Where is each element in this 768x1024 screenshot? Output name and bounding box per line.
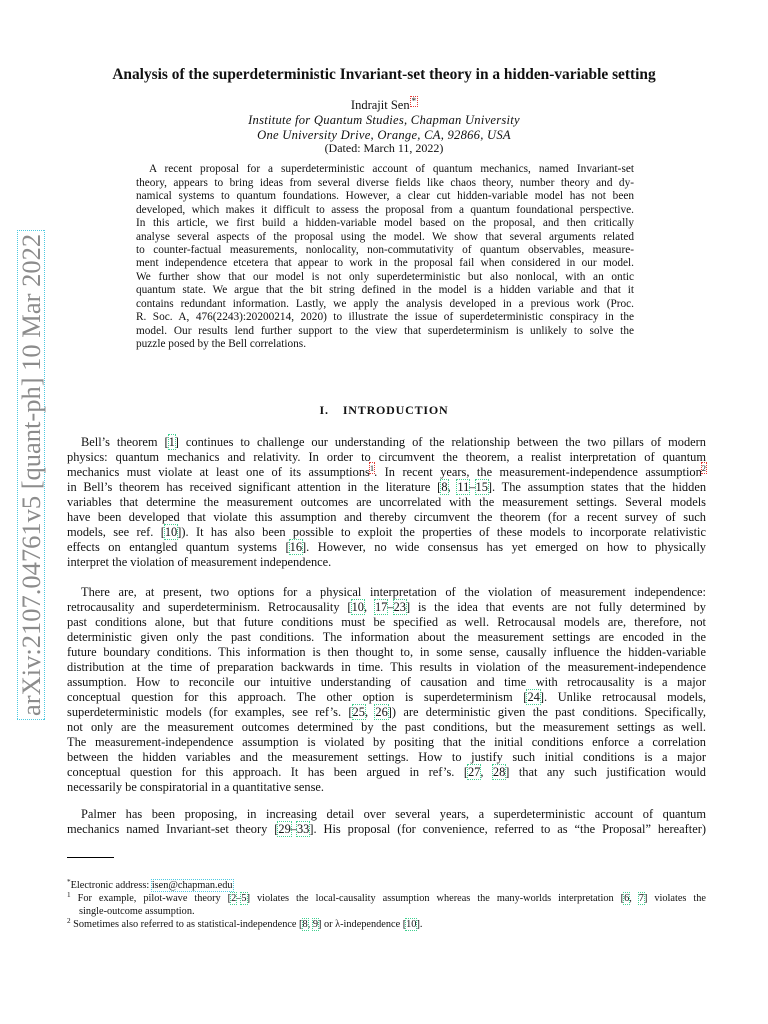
text-run: variables that determine the measurement outcomes are uncorrelated with the measurement settings. Several models	[67, 494, 706, 509]
line-content	[136, 311, 634, 323]
affiliation	[0, 113, 768, 142]
abstract-line	[136, 231, 634, 244]
section-heading	[0, 402, 768, 418]
abstract-line	[136, 204, 634, 217]
citation-link[interactable]: 11	[457, 479, 470, 494]
paragraph-line	[67, 555, 706, 570]
citation-link[interactable]: 25	[352, 704, 365, 719]
line-content	[81, 807, 706, 821]
paragraph-line	[67, 510, 706, 525]
intro-paragraph	[67, 435, 706, 570]
line-content	[67, 720, 706, 734]
footnote-line	[67, 892, 706, 905]
text-run: ].	[416, 918, 423, 930]
citation-link[interactable]: 8	[302, 918, 308, 930]
paragraph-line	[67, 807, 706, 822]
text-run: –	[387, 599, 394, 614]
paragraph-line	[67, 630, 706, 645]
text-run: ,	[307, 918, 313, 930]
line-content	[136, 257, 634, 269]
citation-link[interactable]: 23	[393, 599, 406, 614]
citation-link[interactable]: 9	[312, 918, 318, 930]
paragraph-line	[67, 480, 706, 495]
paragraph-line	[67, 822, 706, 837]
intro-paragraph	[67, 807, 706, 837]
abstract-line	[136, 284, 634, 297]
abstract-line	[136, 244, 634, 257]
line-content	[81, 435, 706, 449]
citation-link[interactable]: 15	[475, 479, 488, 494]
text-run: mechanics named Invariant-set theory [	[67, 821, 279, 836]
line-content	[67, 675, 706, 689]
text-run: ] continues to challenge our understanding of the relationship between the two pillars of modern	[174, 434, 706, 449]
affiliation-institute: Institute for Quantum Studies, Chapman University	[248, 113, 520, 127]
line-content	[136, 204, 634, 216]
text-run: Bell’s theorem [	[81, 434, 169, 449]
text-run: models, see ref. [	[67, 524, 165, 539]
line-content	[136, 217, 634, 229]
paragraph-line	[67, 645, 706, 660]
paragraph-line	[67, 675, 706, 690]
line-content	[136, 271, 634, 283]
line-content	[67, 880, 233, 891]
text-run: conceptual question for this approach. It has been argued in ref’s. [	[67, 764, 468, 779]
abstract-line	[136, 311, 634, 324]
author-name: Indrajit Sen	[350, 98, 410, 112]
citation-link[interactable]: 17	[374, 599, 388, 614]
footnote-separator	[67, 857, 114, 858]
abstract-line	[136, 271, 634, 284]
text-run: ]). It has also been possible to exploit the properties of these models to incorporate relativistic	[177, 524, 707, 539]
citation-link[interactable]: 8	[441, 479, 448, 494]
affiliation-address: One University Drive, Orange, CA, 92866, USA	[257, 127, 511, 142]
paragraph-line	[67, 585, 706, 600]
text-run: –	[290, 821, 297, 836]
text-run: ,	[447, 479, 458, 494]
text-run: interpret the violation of measurement independence.	[67, 554, 332, 569]
abstract-line	[136, 177, 634, 190]
line-content	[67, 645, 706, 659]
line-content	[136, 325, 634, 337]
intro-paragraph	[67, 585, 706, 795]
text-run: A recent proposal for a superdeterministic account of quantum mechanics, named Invariant-set	[149, 163, 634, 176]
line-content	[67, 780, 324, 794]
text-run: ] or λ-independence [	[317, 918, 407, 930]
line-content	[136, 190, 634, 202]
text-run: The measurement-independence assumption is violated by positing that the initial conditions enforce a correlation	[67, 734, 706, 749]
text-run: puzzle posed by the Bell correlations.	[136, 338, 307, 351]
abstract-line	[136, 257, 634, 270]
author-footnote-link[interactable]: *	[411, 96, 417, 106]
text-run: quantum state. We argue that the bit string defined in the model is a hidden variable and that it	[136, 284, 634, 297]
text-run: –	[236, 892, 242, 904]
abstract-line	[136, 338, 634, 351]
abstract-line	[136, 325, 634, 338]
text-run: There are, at present, two options for a physical interpretation of the violation of measurement independence:	[81, 584, 706, 599]
text-run: to counter-factual measurements, nonlocality, non-commutativity of quantum observables, measure-	[136, 244, 634, 257]
text-run: between the hidden variables and the measurement settings. How to justify such initial conditions is a major	[67, 749, 706, 764]
paragraph-line	[67, 705, 706, 720]
text-run: analyse several aspects of the proposal using the model. We show that several arguments related	[136, 230, 634, 243]
abstract	[136, 163, 634, 351]
line-content	[67, 735, 706, 749]
abstract-line	[136, 217, 634, 230]
paragraph-line	[67, 735, 706, 750]
text-run: ]. His proposal (for convenience, referred to as “the Proposal” hereafter)	[309, 821, 706, 836]
line-content	[149, 163, 634, 175]
line-content	[67, 540, 706, 554]
section-title: INTRODUCTION	[342, 403, 449, 417]
text-run: ,	[363, 599, 375, 614]
citation-link[interactable]: 1	[168, 434, 175, 449]
text-run: developed, which makes it difficult to assess the proposal from a quantum foundational perspective.	[136, 203, 634, 216]
text-run: model. Our results lend further support to the view that superdeterminism is unlikely to solve the	[136, 324, 634, 337]
text-run: ]. The assumption states that the hidden	[487, 479, 707, 494]
paragraph-line	[67, 435, 706, 450]
text-run: Sometimes also referred to as statistical-independence [	[70, 918, 303, 930]
text-run: ]) are deterministic given the past conditions. Specifically,	[387, 704, 706, 719]
citation-link[interactable]: 28	[492, 764, 506, 779]
footnote-label: *	[67, 878, 71, 887]
line-content	[67, 822, 706, 836]
text-run: necessarily be conspiratorial in a quantitative sense.	[67, 779, 325, 794]
text-run: ,	[480, 764, 493, 779]
text-run: conceptual question for this approach. The other option is superdeterminism [	[67, 689, 528, 704]
paragraph-line	[67, 450, 706, 465]
text-run: past conditions alone, but that future conditions must be specified as well. Retrocausal models are, therefore, not	[67, 614, 706, 629]
line-content	[67, 660, 706, 674]
footnotes	[67, 879, 706, 931]
citation-link[interactable]: 10	[406, 918, 417, 930]
line-content	[67, 510, 706, 524]
line-content	[67, 525, 706, 539]
text-run: . In recent years, the measurement-independence assumption	[374, 464, 702, 479]
text-run: contains redundant information. Lastly, we apply the analysis developed in a previous work (Proc.	[136, 297, 634, 310]
paragraph-line	[67, 750, 706, 765]
text-run: –	[469, 479, 476, 494]
line-content	[67, 630, 706, 644]
text-run: In this article, we first build a hidden-variable model based on the proposal, and then critically	[136, 217, 634, 230]
footnote-line	[67, 905, 706, 918]
text-run: mechanics must violate at least one of its assumptions	[67, 464, 370, 479]
citation-link[interactable]: 26	[375, 704, 388, 719]
date-line: (Dated: March 11, 2022)	[324, 141, 444, 155]
text-run: For example, pilot-wave theory [	[70, 892, 232, 904]
paragraph-line	[67, 720, 706, 735]
footnote-ref-link[interactable]: 1	[369, 463, 375, 474]
line-content	[67, 615, 706, 629]
citation-link[interactable]: 2	[231, 892, 237, 904]
abstract-line	[136, 190, 634, 203]
text-run: superdeterministic models (for examples, see ref’s. [	[67, 704, 353, 719]
line-content	[136, 231, 634, 243]
line-content	[67, 705, 706, 719]
email-link[interactable]: isen@chapman.edu	[151, 879, 233, 891]
footnote-line	[67, 918, 706, 931]
paragraph-line	[67, 780, 706, 795]
text-run: effects on entangled quantum systems [	[67, 539, 290, 554]
line-content	[67, 555, 331, 569]
line-content	[67, 765, 706, 779]
paragraph-line	[67, 540, 706, 555]
citation-link[interactable]: 24	[527, 689, 540, 704]
paragraph-line	[67, 465, 706, 480]
text-run: We further show that our model is not only superdeterministic but also nonlocal, with an ontic	[136, 270, 634, 283]
text-run: have been developed that violate this assumption and thereby circumvent the theorem (for a recent survey of such	[67, 509, 706, 524]
paper-title: Analysis of the superdeterministic Invariant-set theory in a hidden-variable setting	[112, 66, 656, 83]
author-line	[0, 97, 768, 113]
line-content	[67, 495, 706, 509]
abstract-line	[136, 163, 634, 176]
paragraph-line	[67, 690, 706, 705]
text-run: ]. Unlike retrocausal models,	[539, 689, 706, 704]
section-number: I.	[319, 403, 329, 417]
text-run: ment independence etcetera that appear to work in the proposal fail when considered in our model.	[136, 257, 634, 270]
text-run: ,	[364, 704, 376, 719]
citation-link[interactable]: 10	[351, 599, 364, 614]
line-content	[67, 919, 422, 930]
citation-link[interactable]: 5	[241, 892, 247, 904]
paragraph-line	[67, 660, 706, 675]
text-run: retrocausality and superdeterminism. Retrocausality [	[67, 599, 352, 614]
line-content	[136, 177, 634, 189]
citation-link[interactable]: 7	[638, 892, 644, 904]
text-run: namical systems to quantum foundations. However, a clear cut hidden-variable model has not been	[136, 190, 634, 203]
citation-link[interactable]: 6	[624, 892, 630, 904]
citation-link[interactable]: 10	[164, 524, 178, 539]
line-content	[79, 906, 195, 917]
text-run: single-outcome assumption.	[79, 905, 195, 917]
line-content	[136, 338, 306, 350]
text-run: ] violates the local-causality assumption whereas the many-worlds interpretation [	[246, 892, 625, 904]
line-content	[136, 284, 634, 296]
paragraph-line	[67, 600, 706, 615]
footnote-ref-link[interactable]: 2	[701, 463, 706, 474]
text-run: distribution at the time of preparation backwards in time. This results in violation of the measurement-independence	[67, 659, 706, 674]
text-run: future boundary conditions. This information is then thought to, in some sense, causally influence the hidden-variable	[67, 644, 706, 659]
text-run: ] that any such justification would	[505, 764, 706, 779]
text-run: physics: quantum mechanics and relativity. In order to circumvent the theorem, a realist interpretation of quantum	[67, 449, 706, 464]
text-run: ] violates the	[643, 892, 706, 904]
text-run: deterministic given only the past conditions. The information about the measurement settings are encoded in the	[67, 629, 706, 644]
citation-link[interactable]: 33	[296, 821, 310, 836]
line-content	[67, 750, 706, 764]
arxiv-identifier-link[interactable]: arXiv:2107.04761v5 [quant-ph] 10 Mar 2022	[17, 230, 45, 720]
citation-link[interactable]: 27	[467, 764, 481, 779]
line-content	[67, 465, 706, 479]
text-run: ] is the idea that events are not fully determined by	[405, 599, 706, 614]
paragraph-line	[67, 765, 706, 780]
citation-link[interactable]: 16	[289, 539, 303, 554]
line-content	[67, 600, 706, 614]
paragraph-line	[67, 525, 706, 540]
abstract-line	[136, 298, 634, 311]
text-run: assumption. How to reconcile our intuitive understanding of causation and time with retrocausality is a major	[67, 674, 706, 689]
text-run: R. Soc. A, 476(2243):20200214, 2020) to illustrate the issue of superdeterministic conspiracy in the	[136, 311, 634, 324]
paragraph-line	[67, 615, 706, 630]
line-content	[67, 893, 706, 904]
line-content	[81, 585, 706, 599]
footnote-label: 2	[67, 917, 71, 926]
text-run: not only are the measurement outcomes determined by the past conditions, but the measurement settings as well.	[67, 719, 706, 734]
text-run: Electronic address:	[70, 879, 152, 891]
footnote-line	[67, 879, 706, 892]
line-content	[67, 480, 706, 494]
text-run: theory, appears to bring ideas from several diverse fields like chaos theory, number theory and dy-	[136, 176, 634, 189]
text-run: in Bell’s theorem has received significant attention in the literature [	[67, 479, 442, 494]
line-content	[136, 298, 634, 310]
paragraph-line	[67, 495, 706, 510]
line-content	[136, 244, 634, 256]
line-content	[67, 450, 706, 464]
citation-link[interactable]: 29	[278, 821, 291, 836]
line-content	[67, 690, 706, 704]
text-run: ,	[629, 892, 639, 904]
footnote-label: 1	[67, 891, 71, 900]
text-run: ]. However, no wide consensus has yet emerged on how to physically	[302, 539, 706, 554]
text-run: Palmer has been proposing, in increasing detail over several years, a superdeterministic account of quantum	[81, 806, 706, 821]
